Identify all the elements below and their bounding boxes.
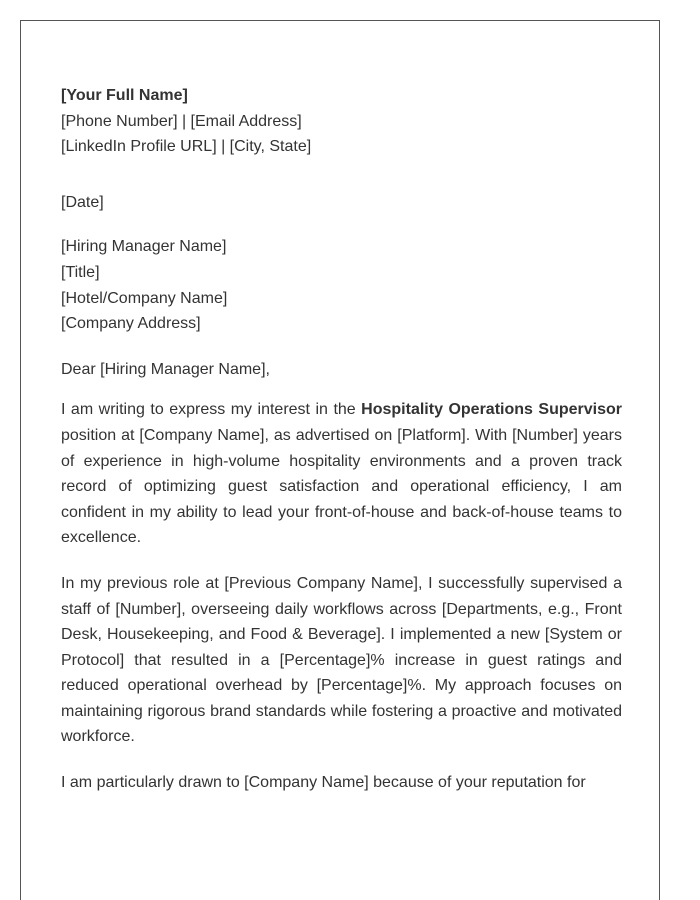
paragraph-1-intro: I am writing to express my interest in the [61, 401, 362, 419]
recipient-company: [Hotel/Company Name] [61, 289, 228, 307]
letter-date: [Date] [61, 193, 104, 211]
salutation: Dear [Hiring Manager Name], [61, 360, 270, 378]
position-title: Hospitality Operations Supervisor [361, 401, 622, 419]
recipient-block [61, 234, 622, 336]
body-paragraph-3: I am particularly drawn to [Company Name] because of your reputation for [61, 774, 586, 792]
paragraph-1-rest: position at [Company Name], as advertised on [Platform]. With [Number] years of experience in high-volume hospitality environments and a proven track record of optimizing guest satisfaction and operational efficiency, I am confident in my ability to lead your front-of-house and back-of-house teams to excellence. [61, 426, 622, 547]
letter-content [61, 83, 622, 816]
body-paragraph-1 [61, 397, 622, 551]
sender-contact-line-2: [LinkedIn Profile URL] | [City, State] [61, 138, 312, 156]
sender-name: [Your Full Name] [61, 87, 188, 104]
recipient-address: [Company Address] [61, 315, 201, 333]
sender-contact-line-1: [Phone Number] | [Email Address] [61, 112, 302, 130]
letter-page [20, 20, 660, 900]
body-paragraph-2: In my previous role at [Previous Company Name], I successfully supervised a staff of [Number], overseeing daily workflows across [Departments, e.g., Front Desk, Housekeeping, and Food & Beverage]. I implemented a new [System or Protocol] that resulted in a [Percentage]% increase in guest ratings and reduced operational overhead by [Percentage]%. My approach focuses on maintaining rigorous brand standards while fostering a proactive and motivated workforce. [61, 574, 622, 746]
recipient-title: [Title] [61, 263, 100, 281]
recipient-name: [Hiring Manager Name] [61, 238, 227, 256]
sender-block [61, 83, 622, 160]
